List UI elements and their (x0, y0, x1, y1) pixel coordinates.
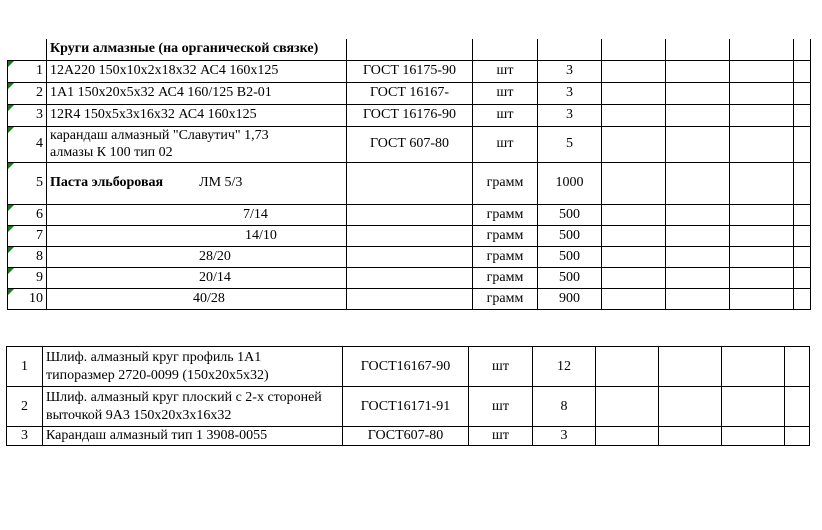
cell (794, 267, 811, 288)
row-number: 10 (8, 288, 47, 309)
gost: ГОСТ607-80 (343, 427, 469, 446)
row-number: 3 (8, 104, 47, 126)
cell (794, 225, 811, 246)
cell (794, 39, 811, 60)
comment-marker-icon (8, 163, 14, 169)
cell (722, 427, 785, 446)
gost (347, 225, 473, 246)
cell (730, 267, 794, 288)
cell (602, 225, 666, 246)
unit: грамм (473, 246, 538, 267)
row-number: 3 (7, 427, 43, 446)
unit: шт (473, 126, 538, 162)
cell (730, 162, 794, 204)
unit: шт (473, 60, 538, 82)
cell (666, 246, 730, 267)
row-number: 2 (7, 387, 43, 427)
comment-marker-icon (8, 61, 14, 67)
cell (602, 288, 666, 309)
item-name-line: карандаш алмазный "Славутич" 1,73 (50, 128, 269, 143)
table-row[interactable] (8, 267, 811, 288)
cell (794, 60, 811, 82)
unit: шт (469, 427, 533, 446)
comment-marker-icon (8, 226, 14, 232)
unit: шт (473, 82, 538, 104)
item-grade: ЛМ 5/3 (199, 175, 243, 190)
row-number: 6 (8, 204, 47, 225)
quantity: 3 (533, 427, 596, 446)
cell (722, 387, 785, 427)
cell (602, 162, 666, 204)
cell (602, 246, 666, 267)
cell (794, 204, 811, 225)
comment-marker-icon (8, 268, 14, 274)
cell (659, 387, 722, 427)
cell (596, 387, 659, 427)
cell (794, 82, 811, 104)
cell (794, 126, 811, 162)
quantity: 500 (538, 225, 602, 246)
row-number: 8 (8, 246, 47, 267)
item-name: Карандаш алмазный тип 1 3908-0055 (43, 427, 343, 446)
quantity: 1000 (538, 162, 602, 204)
gost: ГОСТ 16176-90 (347, 104, 473, 126)
quantity: 3 (538, 104, 602, 126)
row-number: 1 (7, 347, 43, 387)
cell (666, 104, 730, 126)
item-name: 20/14 (47, 267, 347, 288)
cell (538, 39, 602, 60)
quantity: 900 (538, 288, 602, 309)
row-number: 9 (8, 267, 47, 288)
item-name: 7/14 (47, 204, 347, 225)
table-row[interactable] (8, 246, 811, 267)
table-row[interactable] (7, 427, 810, 446)
unit: грамм (473, 204, 538, 225)
gost: ГОСТ 16167- (347, 82, 473, 104)
cell (473, 39, 538, 60)
cell (8, 39, 47, 60)
cell (666, 60, 730, 82)
gost: ГОСТ 16175-90 (347, 60, 473, 82)
comment-marker-icon (8, 247, 14, 253)
table-row[interactable] (8, 204, 811, 225)
cell (666, 126, 730, 162)
cell (785, 387, 810, 427)
cell (666, 225, 730, 246)
quantity: 500 (538, 246, 602, 267)
item-name: 14/10 (47, 225, 347, 246)
row-number: 5 (8, 162, 47, 204)
table-row[interactable] (7, 347, 810, 387)
unit: грамм (473, 162, 538, 204)
cell (794, 246, 811, 267)
gost (347, 288, 473, 309)
cell (794, 288, 811, 309)
table-row[interactable] (8, 60, 811, 82)
cell (666, 288, 730, 309)
comment-marker-icon (8, 105, 14, 111)
quantity: 8 (533, 387, 596, 427)
cell (794, 104, 811, 126)
comment-marker-icon (8, 205, 14, 211)
item-name: 1А1 150х20х5х32 АС4 160/125 В2-01 (47, 82, 347, 104)
item-name (47, 162, 347, 204)
cell (602, 204, 666, 225)
grinding-tools-table (6, 346, 810, 446)
table-row[interactable] (8, 104, 811, 126)
cell (666, 267, 730, 288)
gost: ГОСТ16167-90 (343, 347, 469, 387)
table-row[interactable] (8, 126, 811, 162)
row-number: 2 (8, 82, 47, 104)
item-name-line: выточкой 9А3 150х20х3х16х32 (46, 407, 232, 423)
quantity: 500 (538, 267, 602, 288)
cell (602, 267, 666, 288)
cell (602, 82, 666, 104)
cell (666, 204, 730, 225)
table-row[interactable] (8, 82, 811, 104)
cell (730, 204, 794, 225)
table-row[interactable] (7, 387, 810, 427)
row-number: 7 (8, 225, 47, 246)
cell (666, 39, 730, 60)
gost (347, 204, 473, 225)
table-header-row (8, 39, 811, 60)
unit: грамм (473, 267, 538, 288)
section-title: Круги алмазные (на органической связке) (47, 39, 347, 60)
cell (785, 347, 810, 387)
cell (347, 39, 473, 60)
row-number: 4 (8, 126, 47, 162)
item-name (43, 387, 343, 427)
cell (596, 427, 659, 446)
comment-marker-icon (8, 289, 14, 295)
quantity: 3 (538, 60, 602, 82)
quantity: 12 (533, 347, 596, 387)
item-name: 40/28 (47, 288, 347, 309)
gost (347, 246, 473, 267)
item-name-bold: Паста эльборовая (50, 175, 164, 190)
cell (730, 104, 794, 126)
cell (730, 82, 794, 104)
row-number: 1 (8, 60, 47, 82)
item-name-line: Шлиф. алмазный круг профиль 1А1 (46, 349, 262, 365)
cell (730, 60, 794, 82)
comment-marker-icon (8, 127, 14, 133)
table-row[interactable] (8, 225, 811, 246)
cell (722, 347, 785, 387)
unit: шт (469, 387, 533, 427)
cell (666, 162, 730, 204)
cell (785, 427, 810, 446)
comment-marker-icon (8, 83, 14, 89)
cell (730, 288, 794, 309)
cell (666, 82, 730, 104)
cell (596, 347, 659, 387)
diamond-wheels-table (7, 39, 811, 310)
cell (730, 225, 794, 246)
cell (659, 347, 722, 387)
cell (794, 162, 811, 204)
cell (659, 427, 722, 446)
quantity: 5 (538, 126, 602, 162)
cell (602, 60, 666, 82)
gost: ГОСТ16171-91 (343, 387, 469, 427)
unit: шт (473, 104, 538, 126)
item-name: 28/20 (47, 246, 347, 267)
table-row[interactable] (8, 288, 811, 309)
cell (602, 39, 666, 60)
unit: грамм (473, 288, 538, 309)
gost (347, 162, 473, 204)
item-name (47, 126, 347, 162)
unit: шт (469, 347, 533, 387)
gost: ГОСТ 607-80 (347, 126, 473, 162)
cell (602, 104, 666, 126)
item-name: 12А220 150х10х2х18х32 АС4 160х125 (47, 60, 347, 82)
gost (347, 267, 473, 288)
quantity: 3 (538, 82, 602, 104)
item-name: 12R4 150х5х3х16х32 АС4 160х125 (47, 104, 347, 126)
table-row[interactable] (8, 162, 811, 204)
cell (602, 126, 666, 162)
quantity: 500 (538, 204, 602, 225)
item-name (43, 347, 343, 387)
item-name-line: типоразмер 2720-0099 (150х20х5х32) (46, 367, 269, 383)
cell (730, 39, 794, 60)
item-name-line: Шлиф. алмазный круг плоский с 2-х стороней (46, 389, 322, 405)
cell (730, 126, 794, 162)
item-name-line: алмазы К 100 тип 02 (50, 145, 173, 160)
cell (730, 246, 794, 267)
unit: грамм (473, 225, 538, 246)
